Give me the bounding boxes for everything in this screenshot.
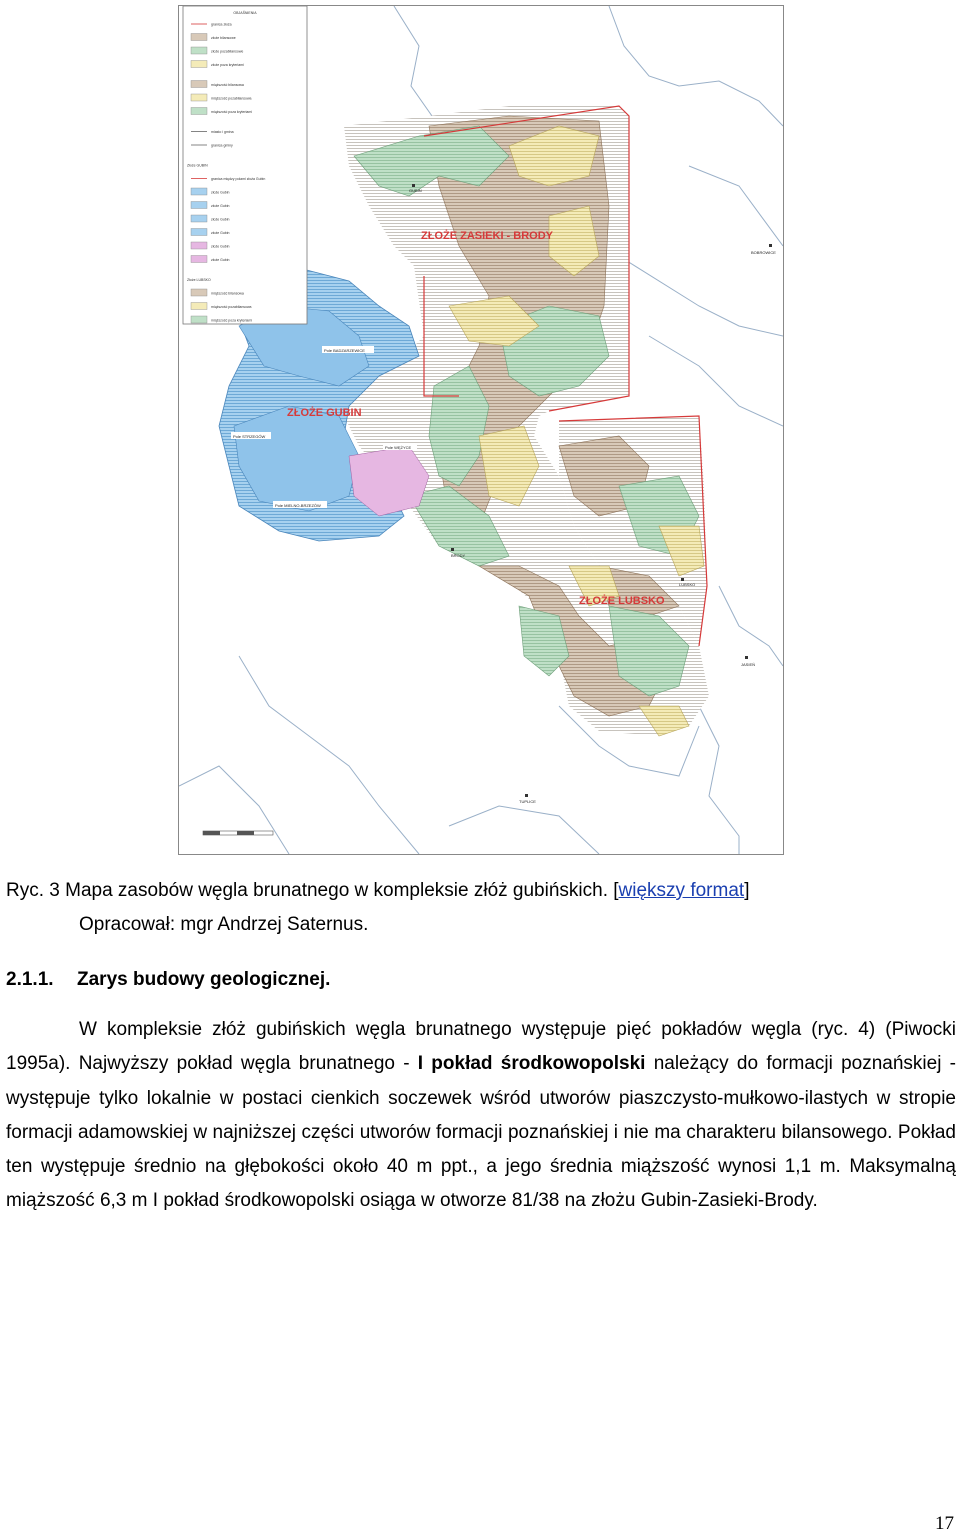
legend-label: złoże poza kryteriami xyxy=(211,63,244,67)
deposit-map-figure xyxy=(178,5,784,855)
paragraph-bold: I pokład środkowopolski xyxy=(417,1053,646,1075)
legend-label: złoże pozabilansowe xyxy=(211,49,244,54)
label-zasieki-brody: ZŁOŻE ZASIEKI - BRODY xyxy=(421,230,553,242)
legend-label: miasto i gmina xyxy=(211,130,234,134)
town-brody: BRODY xyxy=(451,553,466,558)
page-number: 17 xyxy=(935,1513,954,1534)
field-mielno: Pole MIELNO-BRZEZÓW xyxy=(275,503,321,508)
map-legend xyxy=(183,6,307,324)
legend-swatch xyxy=(191,61,207,68)
legend-swatch xyxy=(191,303,207,310)
field-budzarzewice: Pole BADZARZEWICE xyxy=(324,348,365,353)
legend-swatch xyxy=(191,289,207,296)
legend-swatch xyxy=(191,34,207,41)
body-paragraph xyxy=(6,1013,956,1219)
legend-label: granica złoża xyxy=(211,22,232,27)
legend-label: granica między polami złoża Gubin xyxy=(211,177,266,181)
town-bobrowice: BOBROWICE xyxy=(751,250,776,255)
legend-label: złoże Gubin xyxy=(211,231,230,235)
legend-swatch xyxy=(191,94,207,101)
legend-swatch xyxy=(191,316,207,323)
legend-swatch xyxy=(191,215,207,222)
legend-swatch xyxy=(191,242,207,249)
legend-label: złoże Gubin xyxy=(211,217,230,222)
town-lubsko: LUBSKO xyxy=(679,582,696,587)
legend-swatch xyxy=(191,81,207,88)
legend-swatch xyxy=(191,229,207,236)
legend-swatch xyxy=(191,202,207,209)
legend-swatch xyxy=(191,47,207,54)
label-lubsko: ZŁOŻE LUBSKO xyxy=(579,595,665,607)
scale-bar xyxy=(203,831,273,835)
legend-label: miąższość pozabilansowa xyxy=(211,96,252,101)
field-wezyce: Pole WĘŻYCE xyxy=(385,445,412,450)
town-gubin: GUBIN xyxy=(409,188,422,193)
paragraph-part-2: należący do formacji poznańskiej - występuje tylko lokalnie w postaci cienkich soczewek wśród utworów piaszczysto-mułkowo-ilastych w stropie formacji adamowskiej w najniższej części utworów formacji poznańskiej i nie ma charakteru bilansowego. Pokład ten występuje średnio na głębokości około 40 m ppt., a jego średnia miąższość wynosi 1,1 m. Maksymalną miąższość 6,3 m I pokład środkowopolski osiąga w otworze 81/38 na złożu Gubin-Zasieki-Brody. xyxy=(6,1053,956,1212)
section-number: 2.1.1. xyxy=(6,969,54,990)
legend-label: złoże Gubin xyxy=(211,190,230,195)
caption-bracket: ] xyxy=(744,880,750,901)
larger-format-link[interactable]: większy format xyxy=(618,880,745,901)
legend-label: miąższość poza kryteriami xyxy=(211,318,253,323)
label-gubin: ZŁOŻE GUBIN xyxy=(287,407,362,419)
legend-label: złoże Gubin xyxy=(211,258,230,262)
town-tuplice: TUPLICE xyxy=(519,799,536,804)
town-jasien: JASIEŃ xyxy=(741,662,756,667)
legend-label: Złoże LUBSKO xyxy=(187,278,211,282)
field-strzegow: Pole STRZEGÓW xyxy=(233,434,266,439)
legend-label: miąższość poza kryteriami xyxy=(211,110,253,114)
section-heading xyxy=(6,969,330,991)
legend-label: granica gminy xyxy=(211,143,233,148)
legend-label: miąższość bilansowa xyxy=(211,291,244,296)
caption-line-1 xyxy=(6,874,956,908)
legend-label: miąższość bilansowa xyxy=(211,83,244,87)
paragraph-part-1: W kompleksie złóż gubińskich węgla brunatnego występuje pięć pokładów węgla (ryc. 4) (Piwocki 1995a). Najwyższy pokład węgla brunatnego - xyxy=(6,1019,956,1075)
legend-label: złoże Gubin xyxy=(211,244,230,249)
legend-swatch xyxy=(191,256,207,263)
legend-label: złoże Gubin xyxy=(211,204,230,208)
caption-author: Opracował: mgr Andrzej Saternus. xyxy=(79,914,369,935)
legend-swatch xyxy=(191,188,207,195)
legend-label: miąższość pozabilansowa xyxy=(211,305,252,309)
section-title: Zarys budowy geologicznej. xyxy=(77,969,331,990)
caption-title: Ryc. 3 Mapa zasobów węgla brunatnego w kompleksie złóż gubińskich. [ xyxy=(6,880,619,901)
legend-label: Złoże GUBIN xyxy=(187,163,208,168)
legend-title: OBJAŚNIENIA xyxy=(233,11,257,15)
deposit-map xyxy=(179,6,783,854)
legend-label: złoże bilansowe xyxy=(211,36,236,40)
legend-swatch xyxy=(191,108,207,115)
figure-caption xyxy=(6,874,956,942)
